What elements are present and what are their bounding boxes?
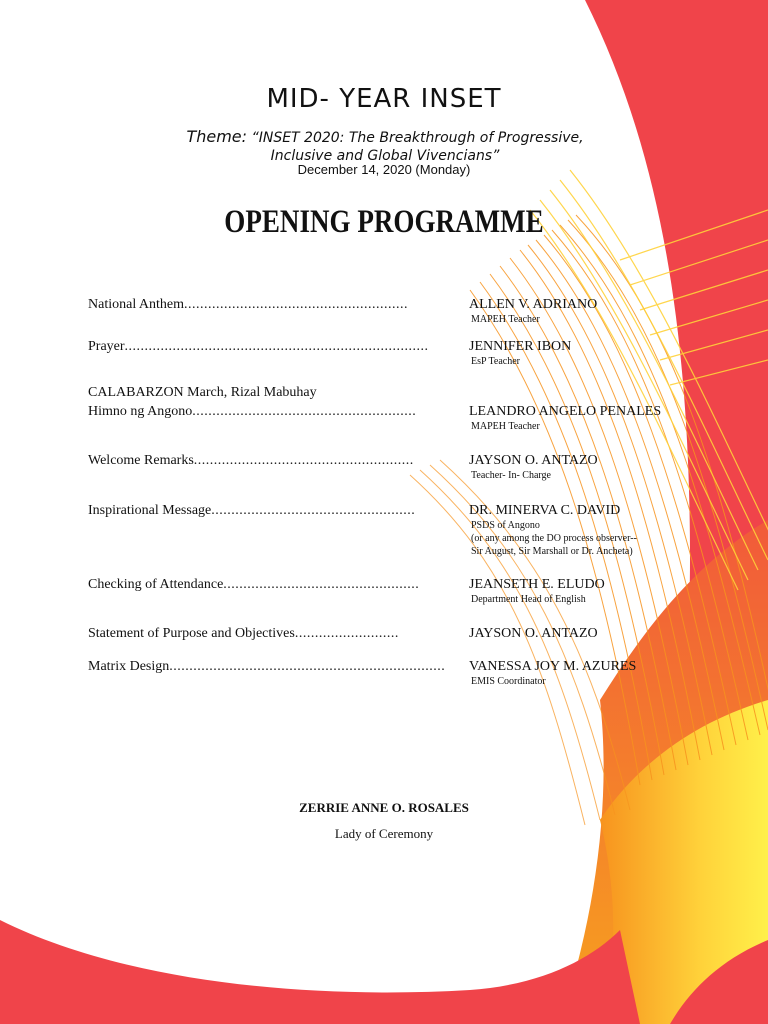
activity: National Anthem <box>88 297 185 312</box>
leader-dots: ........................................................ <box>184 297 409 312</box>
person-name: VANESSA JOY M. AZURES <box>469 659 637 674</box>
person-role: PSDS of Angono <box>471 520 540 531</box>
person-role-note: (or any among the DO process observer-- <box>471 533 637 544</box>
activity: Himno ng Angono <box>88 404 193 419</box>
programme-title: OPENING PROGRAMME <box>224 204 544 240</box>
host-role: Lady of Ceremony <box>334 826 434 841</box>
theme-label: Theme: <box>186 127 248 146</box>
person-role-note: Sir August, Sir Marshall or Dr. Ancheta) <box>471 546 633 557</box>
person-name: ALLEN V. ADRIANO <box>469 297 598 312</box>
event-date: December 14, 2020 (Monday) <box>297 162 471 177</box>
activity-line1: CALABARZON March, Rizal Mabuhay <box>88 385 317 400</box>
person-name: LEANDRO ANGELO PENALES <box>469 404 662 419</box>
person-role: EMIS Coordinator <box>471 676 546 687</box>
leader-dots: ................................................. <box>223 577 420 592</box>
person-role: Teacher- In- Charge <box>471 470 551 481</box>
person-role: Department Head of English <box>471 594 586 605</box>
theme-text-line2: Inclusive and Global Vivencians” <box>270 148 500 164</box>
person-name: JENNIFER IBON <box>469 339 572 354</box>
activity: Welcome Remarks <box>88 453 194 468</box>
activity: Checking of Attendance <box>88 577 224 592</box>
person-name: JAYSON O. ANTAZO <box>469 453 598 468</box>
activity: Matrix Design <box>88 659 170 674</box>
person-name: JEANSETH E. ELUDO <box>469 577 605 592</box>
person-name: DR. MINERVA C. DAVID <box>469 503 621 518</box>
activity: Prayer <box>88 339 125 354</box>
activity: Statement of Purpose and Objectives <box>88 626 295 641</box>
leader-dots: ............................................................................ <box>124 339 429 354</box>
person-role: MAPEH Teacher <box>471 421 540 432</box>
leader-dots: ....................................................... <box>193 453 414 468</box>
person-name: JAYSON O. ANTAZO <box>469 626 598 641</box>
leader-dots: .......................... <box>294 626 399 641</box>
theme-text-line1: “INSET 2020: The Breakthrough of Progressive, <box>251 130 584 146</box>
leader-dots: ........................................................ <box>192 404 417 419</box>
leader-dots: ................................................... <box>211 503 416 518</box>
event-title: MID- YEAR INSET <box>266 84 502 114</box>
theme <box>120 128 650 165</box>
person-role: MAPEH Teacher <box>471 314 540 325</box>
person-role: EsP Teacher <box>471 356 521 367</box>
host-name: ZERRIE ANNE O. ROSALES <box>299 800 469 815</box>
leader-dots: ..................................................................... <box>169 659 446 674</box>
activity: Inspirational Message <box>88 503 212 518</box>
red-wave-bottom <box>0 920 640 1024</box>
